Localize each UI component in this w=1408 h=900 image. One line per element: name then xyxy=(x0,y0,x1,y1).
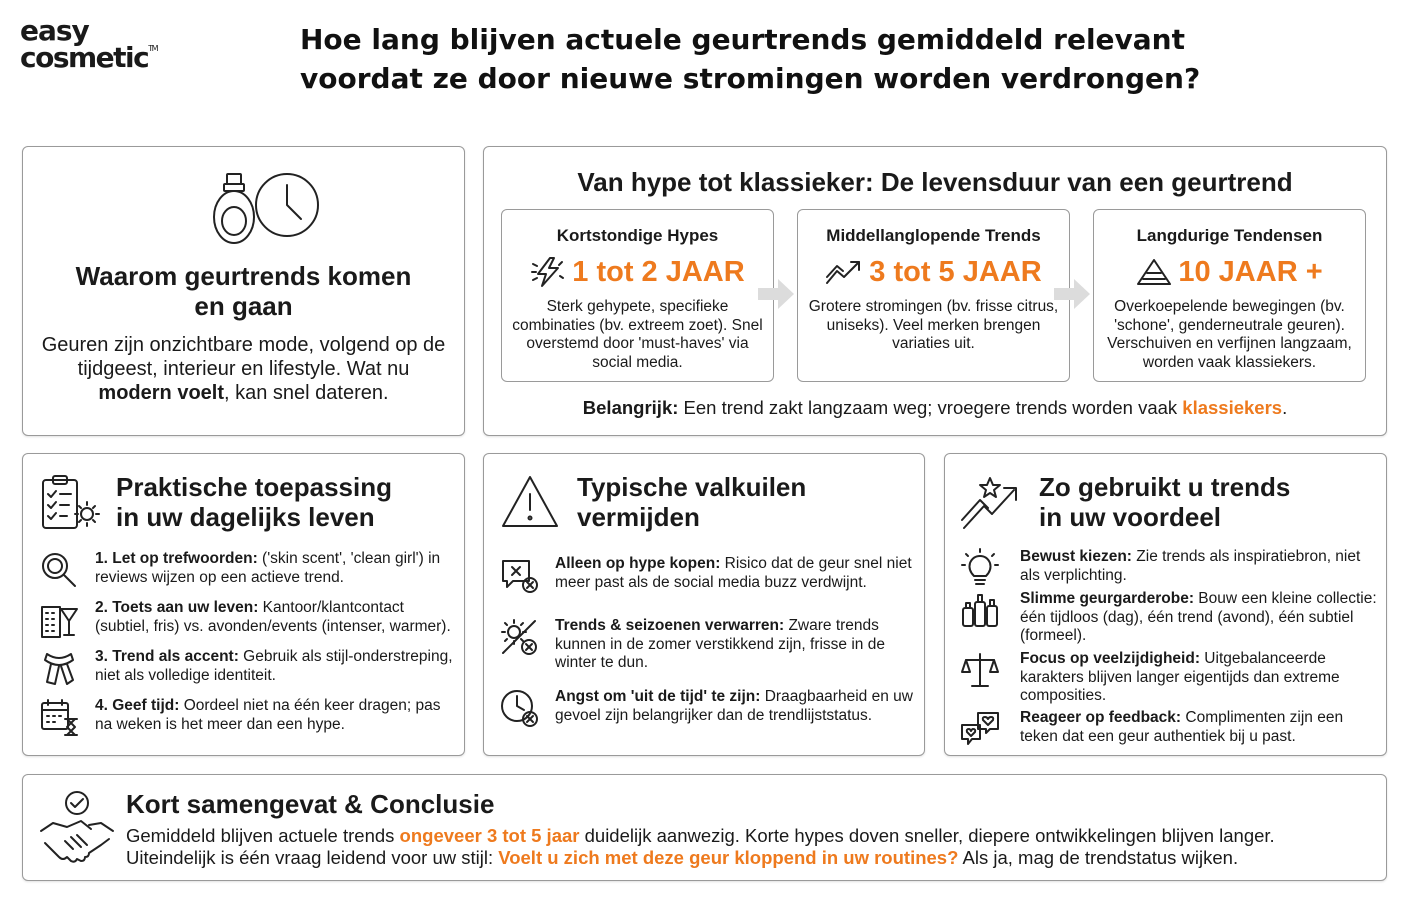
advantage-item: Bewust kiezen: Zie trends als inspiratiebron, niet als verplichting. xyxy=(960,548,1380,588)
stage-name: Middellanglopende Trends xyxy=(826,226,1041,245)
stage-card-medium xyxy=(797,209,1070,382)
lifecycle-panel xyxy=(483,146,1387,436)
practical-item: 4. Geef tijd: Oordeel niet na één keer dragen; pas na weken is het meer dan een hype. xyxy=(39,697,459,737)
pitfalls-title: Typische valkuilen vermijden xyxy=(577,472,807,532)
stage-duration: 3 tot 5 JAAR xyxy=(869,255,1042,288)
stage-duration: 1 tot 2 JAAR xyxy=(572,255,745,288)
stage-card-long xyxy=(1093,209,1366,382)
calendar-hourglass-icon xyxy=(39,697,79,737)
advantage-item: Reageer op feedback: Complimenten zijn een teken dat een geur authentiek bij u past. xyxy=(960,709,1380,749)
scarf-icon xyxy=(39,648,79,688)
perfume-clock-icon xyxy=(211,171,321,246)
sun-snow-icon xyxy=(499,617,539,657)
lightbulb-icon xyxy=(960,548,1000,588)
logo-line-1: easy xyxy=(20,14,89,47)
logo-trademark: TM xyxy=(148,43,158,53)
advantage-title: Zo gebruikt u trends in uw voordeel xyxy=(1039,472,1291,532)
stage-name: Langdurige Tendensen xyxy=(1136,226,1323,245)
magnifier-icon xyxy=(39,550,79,590)
star-trend-icon xyxy=(960,472,1022,534)
pitfalls-panel xyxy=(483,453,925,756)
stage-description: Grotere stromingen (bv. frisse citrus, uniseks). Veel merken brengen variaties uit. xyxy=(808,298,1059,352)
chat-x-icon xyxy=(499,555,539,595)
trend-up-icon xyxy=(825,257,863,287)
stage-name: Kortstondige Hypes xyxy=(556,226,719,245)
note-accent: klassiekers xyxy=(1182,397,1283,418)
clipboard-gear-icon xyxy=(39,472,101,534)
stage-description: Overkoepelende bewegingen (bv. 'schone', genderneutrale geuren). Verschuiven en verfijnen langzaam, worden vaak klassiekers. xyxy=(1107,298,1352,371)
pitfall-item: Trends & seizoenen verwarren: Zware trends kunnen in de zomer verstikkend zijn, frisse in de winter te dun. xyxy=(499,617,919,673)
advantage-panel xyxy=(944,453,1387,756)
lifecycle-note: Belangrijk: Een trend zakt langzaam weg; vroegere trends worden vaak klassiekers. xyxy=(582,397,1288,418)
office-cocktail-icon xyxy=(39,599,79,639)
advantage-item: Slimme geurgarderobe: Bouw een kleine collectie: één tijdloos (dag), één trend (avond), één subtiel (formeel). xyxy=(960,590,1380,646)
page-title-line-1: Hoe lang blijven actuele geurtrends gemiddeld relevant xyxy=(300,23,1185,56)
advantage-item: Focus op veelzijdigheid: Uitgebalanceerde karakters blijven langer eigentijds dan extreme composities. xyxy=(960,650,1380,706)
pitfall-item: Angst om 'uit de tijd' te zijn: Draagbaarheid en uw gevoel zijn belangrijker dan de trendlijststatus. xyxy=(499,688,919,728)
summary-text xyxy=(126,825,1275,869)
logo-line-2: cosmetic™ xyxy=(20,40,158,74)
warning-icon xyxy=(499,472,561,534)
mountain-icon xyxy=(1136,257,1172,287)
practical-panel xyxy=(22,453,465,756)
stage-duration: 10 JAAR + xyxy=(1178,255,1323,288)
page-title xyxy=(300,20,1300,98)
stage-description: Sterk gehypete, specifieke combinaties (bv. extreem zoet). Snel overstemd door 'must-haves' via social media. xyxy=(512,298,763,371)
stage-card-short xyxy=(501,209,774,382)
practical-item: 2. Toets aan uw leven: Kantoor/klantcontact (subtiel, fris) vs. avonden/events (intenser, warmer). xyxy=(39,599,459,639)
brand-logo xyxy=(20,14,158,74)
clock-x-icon xyxy=(499,688,539,728)
scale-icon xyxy=(960,650,1000,690)
why-title: Waarom geurtrends komen en gaan xyxy=(75,261,412,321)
page-title-line-2: voordat ze door nieuwe stromingen worden verdrongen? xyxy=(300,62,1201,95)
arrow-right-icon xyxy=(1052,274,1092,314)
pitfall-item: Alleen op hype kopen: Risico dat de geur snel niet meer past als de social media buzz verdwijnt. xyxy=(499,555,919,595)
lightning-icon xyxy=(530,256,566,288)
summary-line-1: Gemiddeld blijven actuele trends ongeveer 3 tot 5 jaar duidelijk aanwezig. Korte hypes doven sneller, diepere ontwikkelingen blijven langer. xyxy=(126,825,1275,846)
why-text-bold: modern voelt xyxy=(98,382,224,404)
bottles-icon xyxy=(960,590,1000,630)
summary-line-2: Uiteindelijk is één vraag leidend voor uw stijl: Voelt u zich met deze geur kloppend in uw routines? Als ja, mag de trendstatus wijken. xyxy=(126,847,1239,868)
practical-title: Praktische toepassing in uw dagelijks leven xyxy=(116,472,392,532)
summary-title: Kort samengevat & Conclusie xyxy=(126,789,495,819)
arrow-right-icon xyxy=(756,274,796,314)
handshake-check-icon xyxy=(37,789,117,867)
why-text: Geuren zijn onzichtbare mode, volgend op de tijdgeest, interieur en lifestyle. Wat nu modern voelt, kan snel dateren. xyxy=(41,334,446,404)
summary-panel xyxy=(22,774,1387,881)
lifecycle-title: Van hype tot klassieker: De levensduur van een geurtrend xyxy=(577,167,1293,197)
practical-item: 3. Trend als accent: Gebruik als stijl-onderstreping, niet als volledige identiteit. xyxy=(39,648,459,688)
practical-item: 1. Let op trefwoorden: ('skin scent', 'clean girl') in reviews wijzen op een actieve trend. xyxy=(39,550,459,590)
why-panel xyxy=(22,146,465,436)
chat-heart-icon xyxy=(960,709,1000,749)
